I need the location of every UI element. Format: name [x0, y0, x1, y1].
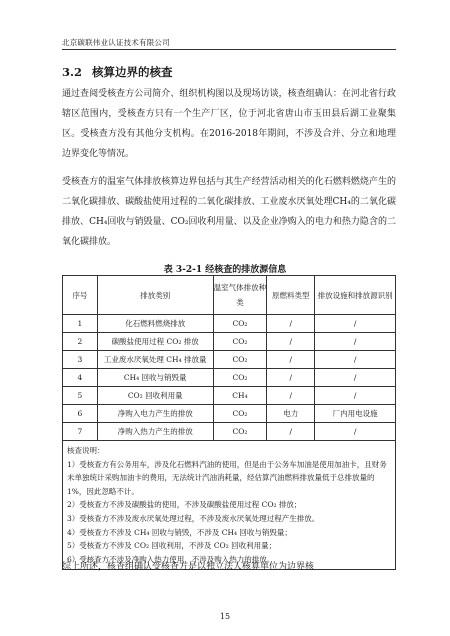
table-cell: 厂内用电设施 [315, 405, 396, 423]
table-cell: 工业废水厌氧处理 CH₄ 排放量 [97, 351, 213, 369]
table-cell: 7 [63, 423, 98, 441]
table-cell: CO₂ [213, 423, 267, 441]
table-cell: 碳酸盐使用过程 CO₂ 排放 [97, 333, 213, 351]
table-cell: / [315, 423, 396, 441]
table-cell: CO₂ [213, 333, 267, 351]
emission-source-table [62, 275, 396, 570]
header-rule [62, 49, 396, 50]
table-cell: CH₄ [213, 387, 267, 405]
table-row [63, 369, 396, 387]
running-header: 北京碳联伟业认证技术有限公司 [62, 38, 170, 47]
notes-row [63, 441, 396, 570]
note-line: 6）受核查方不涉及净购入热力使用，不涉及购入热力的排放。 [67, 554, 275, 564]
note-line: 1）受核查方有公务用车，涉及化石燃料汽油的使用，但是由于公务车加油是使用加油卡，且财务未单独统计采购加油卡的费用，无法统计汽油消耗量，经估算汽油燃料排放量低于总排放量的 1%，因此忽略不计。 [67, 459, 387, 496]
page-number: 15 [219, 612, 231, 621]
table-row [63, 351, 396, 369]
note-line: 核查说明： [67, 446, 105, 455]
table-row [63, 315, 396, 333]
table-cell: 5 [63, 387, 98, 405]
table-row [63, 387, 396, 405]
section-number: 3.2 [62, 65, 83, 79]
table-cell: / [267, 351, 315, 369]
table-caption: 表 3-2-1 经核查的排放源信息 [163, 265, 287, 275]
header-cell: 温室气体排放种类 [213, 276, 267, 315]
table-cell: 净购入热力产生的排放 [97, 423, 213, 441]
header-cell: 原燃料类型 [267, 276, 315, 315]
table-cell: CH₄ 回收与销毁量 [97, 369, 213, 387]
table-row [63, 423, 396, 441]
table-row [63, 333, 396, 351]
section-title: 核算边界的核查 [92, 65, 173, 79]
note-line: 4）受核查方不涉及 CH₄ 回收与销毁，不涉及 CH₄ 回收与销毁量； [67, 527, 292, 537]
table-cell: / [315, 315, 396, 333]
table-cell: / [267, 369, 315, 387]
table-cell: 3 [63, 351, 98, 369]
table-row [63, 405, 396, 423]
table-cell: / [315, 369, 396, 387]
note-line: 5）受核查方不涉及 CO₂ 回收利用，不涉及 CO₂ 回收利用量； [67, 541, 277, 551]
table-cell: / [315, 387, 396, 405]
table-cell: CO₂ [213, 315, 267, 333]
note-line: 2）受核查方不涉及碳酸盐的使用，不涉及碳酸盐使用过程 CO₂ 排放； [67, 500, 302, 510]
header-cell: 排放设施和排放源识别 [315, 276, 396, 315]
table-cell: CO₂ [213, 369, 267, 387]
table-cell: 化石燃料燃烧排放 [97, 315, 213, 333]
table-cell: 6 [63, 405, 98, 423]
table-cell: CO₂ 回收利用量 [97, 387, 213, 405]
table-cell: / [315, 351, 396, 369]
paragraph-1: 通过查阅受核查方公司简介、组织机构图以及现场访谈，核查组确认：在河北省行政辖区范围内，受核查方只有一个生产厂区，位于河北省唐山市玉田县后湖工业聚集区。受核查方没有其他分支机构。在2016-2018年期间，不涉及合并、分立和地理边界变化等情况。 [62, 89, 396, 159]
table-cell: 2 [63, 333, 98, 351]
table-cell: 4 [63, 369, 98, 387]
table-cell: / [315, 333, 396, 351]
table-cell: 净购入电力产生的排放 [97, 405, 213, 423]
table-cell: 1 [63, 315, 98, 333]
table-cell: / [267, 423, 315, 441]
table-header-row [63, 276, 396, 315]
header-cell: 排放类别 [97, 276, 213, 315]
table-cell: CO₂ [213, 405, 267, 423]
table-cell: 电力 [267, 405, 315, 423]
table-cell: / [267, 333, 315, 351]
section-heading [62, 64, 173, 80]
header-cell: 序号 [63, 276, 98, 315]
table-cell: / [267, 315, 315, 333]
note-line: 3）受核查方不涉及废水厌氧处理过程，不涉及废水厌氧处理过程产生排放。 [67, 513, 320, 523]
closing-paragraph: 综上所述，核查组确认受核查方是以独立法人核算单位为边界核 [62, 562, 315, 572]
notes-cell [63, 441, 396, 570]
table-cell: / [267, 387, 315, 405]
paragraph-2: 受核查方的温室气体排放核算边界包括与其生产经营活动相关的化石燃料燃烧产生的二氧化碳排放、碳酸盐使用过程的二氧化碳排放、工业废水厌氧处理CH₄的二氧化碳排放、CH₄回收与销毁量、CO₂回收利用量、以及企业净购入的电力和热力隐含的二氧化碳排放。 [62, 177, 396, 247]
table-cell: CO₂ [213, 351, 267, 369]
